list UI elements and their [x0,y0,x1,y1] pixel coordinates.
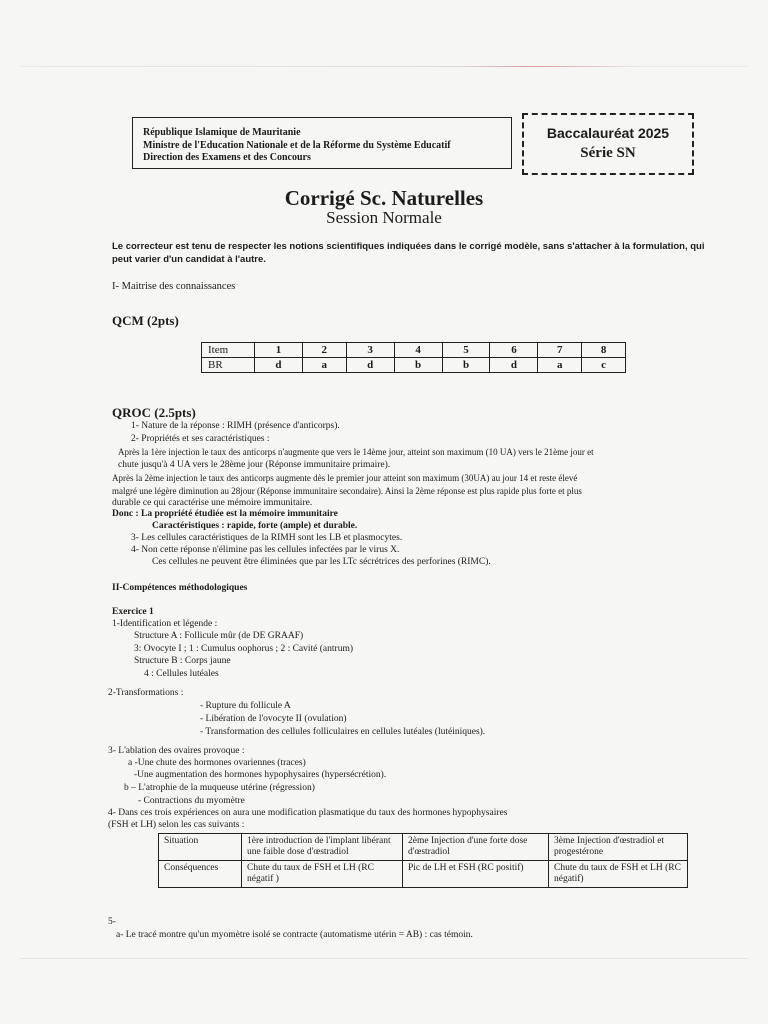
exercice-line-3: 3: Ovocyte I ; 1 : Cumulus oophorus ; 2 : Cavité (antrum) [134,644,354,654]
section-1-title: I- Maitrise des connaissances [112,281,236,292]
bac-series-box [522,113,694,175]
bac-serie: Série SN [580,145,636,161]
exercice-line-4: Structure B : Corps jaune [134,656,231,666]
exercice-line-12: -Une augmentation des hormones hypophysaires (hypersécrétion). [134,770,387,780]
qroc-line-3: Après la 1ère injection le taux des anticorps n'augmente que vers le 14ème jour, atteint son maximum (10 UA) vers le 21ème jour et [118,447,594,457]
question-5-number: 5- [108,917,116,927]
exercice-line-7: - Rupture du follicule A [200,701,291,711]
qcm-item-3: 3 [346,343,394,358]
header-line-2: Ministre de l'Education Nationale et de la Réforme du Système Educatif [143,139,451,151]
consequences-cell-3: Chute du taux de FSH et LH (RC négatif) [549,861,688,888]
header-line-3: Direction des Examens et des Concours [143,152,311,163]
consequences-label: Conséquences [159,861,242,888]
qcm-item-7: 7 [538,343,582,358]
corrector-notice: Le correcteur est tenu de respecter les notions scientifiques indiquées dans le corrigé modèle, sans s'attacher à la formulation, qui peut varier d'un candidat à l'autre. [112,241,705,265]
qroc-line-2: 2- Propriétés et ses caractéristiques : [131,434,270,444]
qcm-answer-6: d [490,358,538,373]
exercice-line-14: - Contractions du myomètre [138,796,245,806]
exercice-line-16: (FSH et LH) selon les cas suivants : [108,820,245,830]
qroc-line-1: 1- Nature de la réponse : RIMH (présence d'anticorps). [131,421,340,431]
qroc-line-7: durable ce qui caractérise une mémoire immunitaire. [112,498,313,508]
situation-label: Situation [159,834,242,861]
exercice-line-13: b – L'atrophie de la muqueuse utérine (régression) [124,783,315,793]
exercice-line-1: 1-Identification et légende : [112,619,218,629]
consequences-cell-1: Chute du taux de FSH et LH (RC négatif ) [242,861,403,888]
qroc-line-4: chute jusqu'à 4 UA vers le 28ème jour (Réponse immunitaire primaire). [118,460,391,470]
question-5a: a- Le tracé montre qu'un myomètre isolé se contracte (automatisme utérin = AB) : cas témoin. [116,930,473,940]
exercice-line-10: 3- L'ablation des ovaires provoque : [108,746,245,756]
qcm-item-6: 6 [490,343,538,358]
header-line-1: République Islamique de Mauritanie [143,127,301,138]
qroc-line-9: Caractéristiques : rapide, forte (ample) et durable. [152,521,358,531]
qcm-answer-label: BR [202,358,255,373]
situation-row [159,834,688,861]
qcm-item-label: Item [202,343,255,358]
page-edge-bottom [20,958,748,959]
situation-cell-2: 2ème Injection d'une forte dose d'œstradiol [403,834,549,861]
qroc-line-11: 4- Non cette réponse n'élimine pas les cellules infectées par le virus X. [131,545,400,555]
qcm-item-2: 2 [302,343,346,358]
qroc-line-5: Après la 2ème injection le taux des anticorps augmente dès le premier jour atteint son maximum (30UA) au jour 14 et reste élevé [112,473,578,483]
exercice-line-6: 2-Transformations : [108,688,184,698]
qcm-answer-5: b [442,358,490,373]
situation-table [158,833,688,888]
exercice-line-8: - Libération de l'ovocyte II (ovulation) [200,714,347,724]
qcm-item-4: 4 [394,343,442,358]
qcm-heading: QCM (2pts) [112,313,179,328]
qcm-answer-row [202,358,626,373]
qcm-table [201,342,626,373]
qcm-item-8: 8 [582,343,626,358]
section-2-title: II-Compétences méthodologiques [112,583,248,593]
page-edge-top [20,66,748,67]
exercice-line-5: 4 : Cellules lutéales [144,669,219,679]
exercice-line-15: 4- Dans ces trois expériences on aura une modification plasmatique du taux des hormones hypophysaires [108,808,508,818]
document-subtitle: Session Normale [326,208,442,227]
qcm-answer-8: c [582,358,626,373]
exercice-line-2: Structure A : Follicule mûr (de DE GRAAF) [134,631,304,641]
qcm-item-5: 5 [442,343,490,358]
exercice-line-9: - Transformation des cellules folliculaires en cellules lutéales (lutéiniques). [200,727,486,737]
exercice-heading: Exercice 1 [112,607,154,617]
document-title: Corrigé Sc. Naturelles [284,186,484,210]
qroc-line-10: 3- Les cellules caractéristiques de la RIMH sont les LB et plasmocytes. [131,533,403,543]
exercice-line-11: a -Une chute des hormones ovariennes (traces) [128,758,306,768]
qroc-line-8: Donc : La propriété étudiée est la mémoire immunitaire [112,509,338,519]
qroc-line-12: Ces cellules ne peuvent être éliminées que par les LTc sécrétrices des perforines (RIMC). [152,557,491,567]
qcm-item-1: 1 [255,343,303,358]
ministry-header-box [132,117,512,169]
qcm-answer-7: a [538,358,582,373]
qcm-item-row [202,343,626,358]
qcm-answer-3: d [346,358,394,373]
consequences-row [159,861,688,888]
qcm-answer-1: d [255,358,303,373]
situation-cell-1: 1ère introduction de l'implant libérant une faible dose d'œstradiol [242,834,403,861]
qcm-answer-4: b [394,358,442,373]
situation-cell-3: 3ème Injection d'œstradiol et progestérone [549,834,688,861]
qroc-heading: QROC (2.5pts) [112,405,196,420]
qroc-line-6: malgré une légère diminution au 28jour (Réponse immunitaire secondaire). Ainsi la 2ème réponse est plus rapide plus forte et plus [112,486,582,496]
consequences-cell-2: Pic de LH et FSH (RC positif) [403,861,549,888]
bac-year: Baccalauréat 2025 [546,125,670,141]
qcm-answer-2: a [302,358,346,373]
